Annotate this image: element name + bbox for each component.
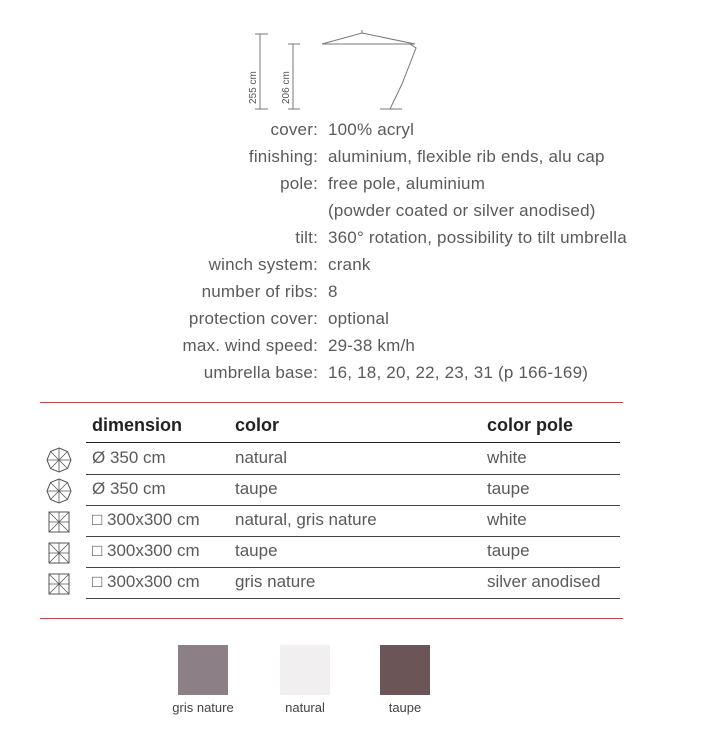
table-row: [40, 475, 623, 506]
divider-top: [40, 402, 623, 403]
swatch-label-gris-nature: gris nature: [172, 700, 234, 715]
spec-label: number of ribs:: [201, 282, 318, 301]
height-clearance-label: 206 cm: [281, 71, 292, 104]
round-canopy-icon: [46, 478, 72, 504]
square-canopy-icon: [46, 509, 72, 535]
swatch-gris-nature: [178, 645, 228, 695]
cell-color: taupe: [235, 541, 278, 560]
spec-value: crank: [328, 255, 371, 274]
swatch-taupe: [380, 645, 430, 695]
header-color-pole: color pole: [487, 415, 574, 435]
square-canopy-icon: [46, 540, 72, 566]
spec-label: pole:: [280, 174, 318, 193]
spec-row-base: [0, 363, 718, 389]
swatch-label-natural: natural: [285, 700, 325, 715]
spec-row-protection: [0, 309, 718, 335]
cell-color-pole: silver anodised: [487, 572, 601, 591]
spec-value: 29-38 km/h: [328, 336, 416, 355]
cell-dimension: Ø 350 cm: [92, 479, 166, 498]
square-canopy-icon: [46, 571, 72, 597]
spec-value: 100% acryl: [328, 120, 415, 139]
table-row: [40, 568, 623, 599]
table-row: [40, 444, 623, 475]
spec-row-pole-finish: [0, 201, 718, 227]
round-canopy-icon: [46, 447, 72, 473]
cell-color-pole: white: [487, 448, 527, 467]
spec-value: free pole, aluminium: [328, 174, 486, 193]
spec-value: (powder coated or silver anodised): [328, 201, 596, 220]
spec-row-pole: [0, 174, 718, 200]
cell-dimension: □ 300x300 cm: [92, 572, 200, 591]
cell-color: natural: [235, 448, 287, 467]
header-rule: [86, 442, 620, 443]
spec-value: 16, 18, 20, 22, 23, 31 (p 166-169): [328, 363, 589, 382]
spec-value: optional: [328, 309, 390, 328]
spec-value: 360° rotation, possibility to tilt umbrella: [328, 228, 627, 247]
umbrella-diagram: [240, 22, 440, 114]
height-total-label: 255 cm: [248, 71, 259, 104]
swatch-natural: [280, 645, 330, 695]
header-color: color: [235, 415, 280, 435]
divider-bottom: [40, 618, 623, 619]
header-dimension: dimension: [92, 415, 183, 435]
table-row: [40, 537, 623, 568]
spec-value: aluminium, flexible rib ends, alu cap: [328, 147, 605, 166]
spec-label: max. wind speed:: [182, 336, 318, 355]
cell-color-pole: taupe: [487, 479, 530, 498]
swatch-label-taupe: taupe: [388, 700, 422, 715]
cell-dimension: □ 300x300 cm: [92, 541, 200, 560]
row-rule: [86, 598, 620, 599]
spec-row-cover: [0, 120, 718, 146]
spec-row-ribs: [0, 282, 718, 308]
cell-color: natural, gris nature: [235, 510, 377, 529]
cell-color-pole: taupe: [487, 541, 530, 560]
spec-label: umbrella base:: [203, 363, 318, 382]
cell-color: taupe: [235, 479, 278, 498]
spec-label: winch system:: [208, 255, 318, 274]
table-row: [40, 506, 623, 537]
cell-dimension: Ø 350 cm: [92, 448, 166, 467]
spec-value: 8: [328, 282, 338, 301]
spec-row-wind: [0, 336, 718, 362]
cell-color: gris nature: [235, 572, 316, 591]
spec-row-winch: [0, 255, 718, 281]
spec-label: cover:: [270, 120, 318, 139]
spec-row-finishing: [0, 147, 718, 173]
spec-label: tilt:: [295, 228, 318, 247]
spec-row-tilt: [0, 228, 718, 254]
cell-color-pole: white: [487, 510, 527, 529]
spec-label: protection cover:: [188, 309, 318, 328]
spec-label: finishing:: [248, 147, 318, 166]
cell-dimension: □ 300x300 cm: [92, 510, 200, 529]
